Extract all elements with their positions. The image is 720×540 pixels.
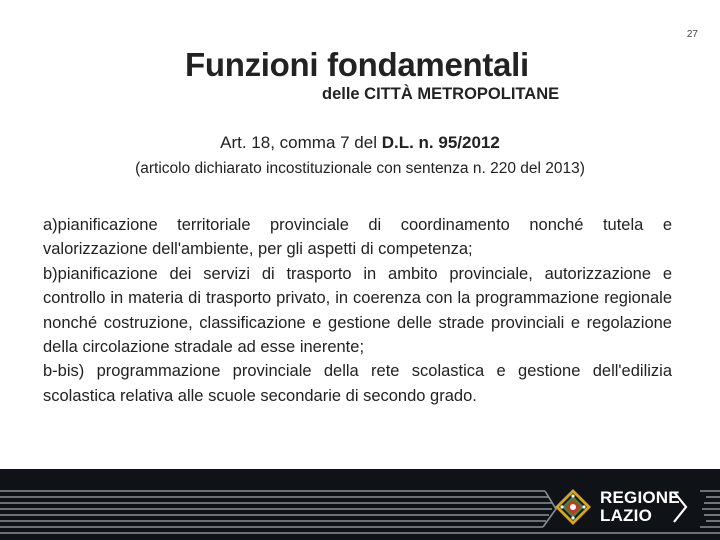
functions-list [43, 213, 672, 408]
page-number: 27 [686, 29, 698, 40]
logo-line-lazio: LAZIO [600, 506, 652, 525]
slide-subtitle: delle CITTÀ METROPOLITANE [322, 85, 560, 103]
function-item-b-bis: b-bis) programmazione provinciale della rete scolastica e gestione dell'edilizia scolastica relativa alle scuole secondarie di secondo grado. [43, 362, 672, 405]
law-reference [0, 133, 720, 153]
regione-lazio-emblem-icon [553, 487, 593, 527]
law-reference-prefix: Art. 18, comma 7 del [220, 133, 382, 152]
law-reference-decree: D.L. n. 95/2012 [381, 133, 500, 152]
chevron-right-icon [671, 488, 691, 526]
regione-lazio-logo [553, 487, 698, 527]
logo-line-regione: REGIONE [600, 488, 680, 507]
function-item-a: a)pianificazione territoriale provinciale di coordinamento nonché tutela e valorizzazione dell'ambiente, per gli aspetti di competenza; [43, 216, 672, 259]
function-item-b: b)pianificazione dei servizi di trasporto in ambito provinciale, autorizzazione e controllo in materia di trasporto privato, in coerenza con la programmazione regionale nonché costruzione, classificazione e gestione delle strade provinciali e regolazione della circolazione stradale ad esse inerente; [43, 264, 672, 357]
slide-title: Funzioni fondamentali [185, 46, 529, 83]
unconstitutional-note: (articolo dichiarato incostituzionale con sentenza n. 220 del 2013) [135, 160, 585, 177]
logo-text [600, 489, 680, 525]
